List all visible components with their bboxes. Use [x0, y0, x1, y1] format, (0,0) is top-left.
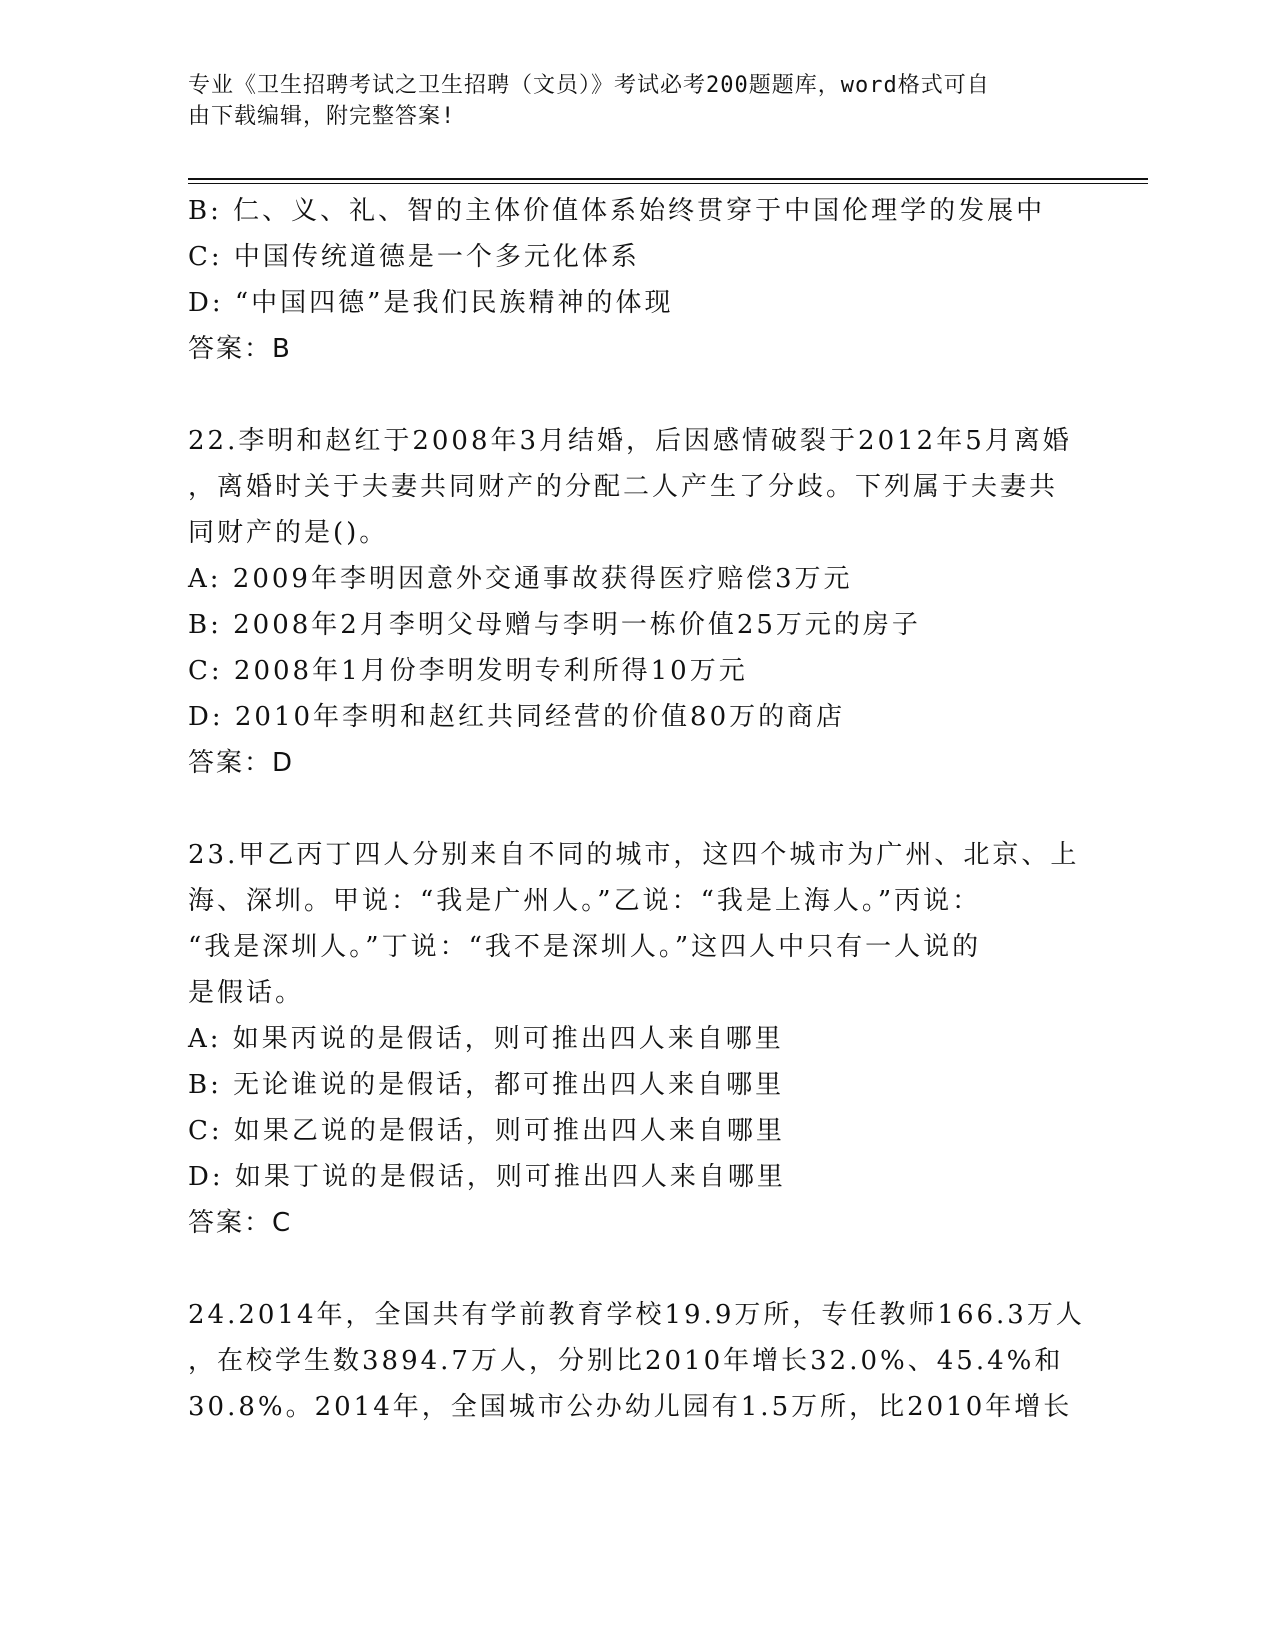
question-24 — [188, 1292, 1128, 1430]
header-line-1: 专业《卫生招聘考试之卫生招聘（文员）》考试必考200题题库，word格式可自 — [188, 73, 990, 98]
question-stem-line: ，离婚时关于夫妻共同财产的分配二人产生了分歧。下列属于夫妻共 — [188, 472, 1059, 502]
question-stem-line: ，在校学生数3894.7万人，分别比2010年增长32.0%、45.4%和 — [188, 1346, 1064, 1376]
header-divider-thick — [188, 178, 1148, 180]
question-content — [188, 188, 1128, 1430]
answer-line: 答案：D — [188, 748, 295, 778]
spacer — [188, 1246, 1128, 1292]
question-23 — [188, 832, 1128, 1246]
option-b: B: 仁、义、礼、智的主体价值体系始终贯穿于中国伦理学的发展中 — [188, 196, 1046, 226]
question-stem-line: 是假话。 — [188, 978, 305, 1008]
option-d: D: 2010年李明和赵红共同经营的价值80万的商店 — [188, 702, 846, 732]
option-a: A: 2009年李明因意外交通事故获得医疗赔偿3万元 — [188, 564, 853, 594]
option-c: C: 如果乙说的是假话，则可推出四人来自哪里 — [188, 1116, 785, 1146]
header-divider-thin — [188, 183, 1148, 184]
question-22 — [188, 418, 1128, 786]
document-header — [188, 70, 1088, 132]
option-c: C: 中国传统道德是一个多元化体系 — [188, 242, 640, 272]
question-stem-line: 23.甲乙丙丁四人分别来自不同的城市，这四个城市为广州、北京、上 — [188, 840, 1080, 870]
spacer — [188, 786, 1128, 832]
question-stem-line: 海、深圳。甲说：“我是广州人。”乙说：“我是上海人。”丙说： — [188, 886, 982, 916]
question-stem-line: “我是深圳人。”丁说：“我不是深圳人。”这四人中只有一人说的 — [188, 932, 982, 962]
option-c: C: 2008年1月份李明发明专利所得10万元 — [188, 656, 748, 686]
spacer — [188, 372, 1128, 418]
header-line-2: 由下载编辑，附完整答案! — [188, 104, 456, 129]
option-d: D: “中国四德”是我们民族精神的体现 — [188, 288, 674, 318]
question-stem-line: 30.8%。2014年，全国城市公办幼儿园有1.5万所，比2010年增长 — [188, 1392, 1073, 1422]
question-stem-line: 22.李明和赵红于2008年3月结婚，后因感情破裂于2012年5月离婚 — [188, 426, 1072, 456]
question-stem-line: 同财产的是()。 — [188, 518, 389, 548]
answer-line: 答案：C — [188, 1208, 293, 1238]
prev-question — [188, 188, 1128, 372]
option-b: B: 无论谁说的是假话，都可推出四人来自哪里 — [188, 1070, 785, 1100]
option-a: A: 如果丙说的是假话，则可推出四人来自哪里 — [188, 1024, 784, 1054]
question-stem-line: 24.2014年，全国共有学前教育学校19.9万所，专任教师166.3万人 — [188, 1300, 1085, 1330]
option-d: D: 如果丁说的是假话，则可推出四人来自哪里 — [188, 1162, 786, 1192]
option-b: B: 2008年2月李明父母赠与李明一栋价值25万元的房子 — [188, 610, 921, 640]
answer-line: 答案：B — [188, 334, 292, 364]
